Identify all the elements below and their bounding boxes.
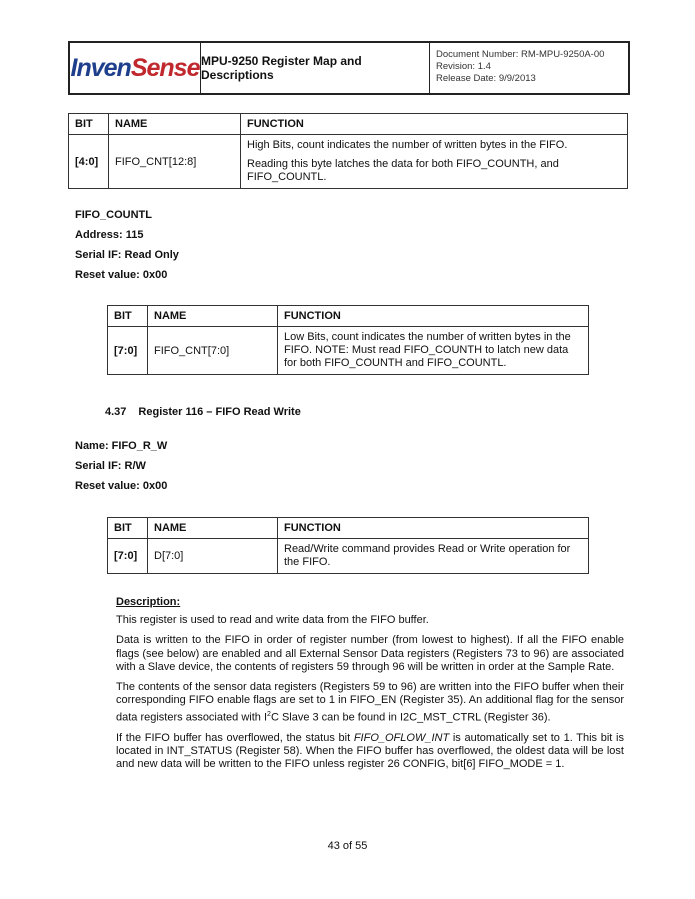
- bit-cell: [7:0]: [108, 539, 148, 574]
- function-text: Low Bits, count indicates the number of written bytes in the FIFO. NOTE: Must read FIFO_COUNTH to latch new data for both FIFO_COUNTH and FIFO_COUNTL.: [284, 331, 571, 369]
- col-name: NAME: [109, 114, 241, 135]
- fifo-counth-table: [68, 113, 628, 189]
- document-meta: [430, 43, 628, 93]
- name-cell: D[7:0]: [148, 539, 278, 574]
- name-cell: FIFO_CNT[12:8]: [109, 135, 241, 189]
- superscript: 2: [267, 710, 271, 718]
- fifo-r-w-table: [107, 517, 589, 574]
- bit-cell: [4:0]: [69, 135, 109, 189]
- register-name: FIFO_COUNTL: [75, 209, 152, 221]
- page-header: [68, 41, 630, 95]
- document-title: MPU-9250 Register Map and Descriptions: [201, 43, 430, 93]
- function-cell: [278, 327, 589, 375]
- description-title: Description:: [116, 596, 181, 608]
- text-span: is automatically set to 1. This bit is located in INT_STATUS (Register 58). When the FIFO buffer has overflowed, the oldest data will be lost and new data will be written to the FIFO unless register 26 CONFIG, bit[6] FIFO_MODE = 1.: [116, 731, 624, 771]
- register-address: Address: 115: [75, 229, 144, 241]
- description-paragraph: [116, 732, 624, 772]
- description-body: [116, 614, 624, 779]
- register-serial-if: Serial IF: Read Only: [75, 249, 179, 261]
- register-name: Name: FIFO_R_W: [75, 440, 168, 452]
- col-function: FUNCTION: [278, 518, 589, 539]
- function-cell: [241, 135, 628, 189]
- col-bit: BIT: [108, 306, 148, 327]
- document-number: Document Number: RM-MPU-9250A-00: [436, 49, 605, 60]
- table-header-row: [108, 518, 589, 539]
- description-paragraph: [116, 681, 624, 725]
- col-bit: BIT: [108, 518, 148, 539]
- invensense-logo: [70, 43, 201, 93]
- col-function: FUNCTION: [241, 114, 628, 135]
- text-span: If the FIFO buffer has overflowed, the status bit: [116, 731, 354, 744]
- col-bit: BIT: [69, 114, 109, 135]
- name-cell: FIFO_CNT[7:0]: [148, 327, 278, 375]
- table-row: [108, 327, 589, 375]
- text-span: The contents of the sensor data registers (Registers 59 to 96) are written into the FIFO buffer when their corresponding FIFO enable flags are set to 1 in FIFO_EN (Register 35). An additional flag for the sensor data registers associated with I: [116, 681, 624, 724]
- col-function: FUNCTION: [278, 306, 589, 327]
- revision: Revision: 1.4: [436, 61, 491, 72]
- page-number: 43 of 55: [327, 840, 368, 852]
- release-date: Release Date: 9/9/2013: [436, 73, 536, 84]
- description-paragraph: This register is used to read and write data from the FIFO buffer.: [116, 614, 429, 626]
- section-number: 4.37: [105, 406, 127, 418]
- table-header-row: [69, 114, 628, 135]
- register-reset-value: Reset value: 0x00: [75, 269, 168, 281]
- description-paragraph: Data is written to the FIFO in order of register number (from lowest to highest). If all the FIFO enable flags (see below) are enabled and all External Sensor Data registers (Registers 73 to 96) are associated with a Slave device, the contents of registers 59 through 96 will be written in order at the Sample Rate.: [116, 634, 624, 673]
- text-span: C Slave 3 can be found in I2C_MST_CTRL (Register 36).: [270, 711, 551, 724]
- table-row: [108, 539, 589, 574]
- register-reset-value: Reset value: 0x00: [75, 480, 168, 492]
- function-text: Read/Write command provides Read or Write operation for the FIFO.: [284, 543, 571, 568]
- logo-sense: Sense: [130, 53, 200, 82]
- italic-term: FIFO_OFLOW_INT: [353, 731, 450, 744]
- section-heading: [105, 406, 301, 418]
- bit-cell: [7:0]: [108, 327, 148, 375]
- fifo-countl-table: [107, 305, 589, 375]
- col-name: NAME: [148, 518, 278, 539]
- function-line: Reading this byte latches the data for both FIFO_COUNTH, and FIFO_COUNTL.: [247, 158, 559, 183]
- col-name: NAME: [148, 306, 278, 327]
- section-title: Register 116 – FIFO Read Write: [138, 406, 301, 418]
- table-header-row: [108, 306, 589, 327]
- function-line: High Bits, count indicates the number of written bytes in the FIFO.: [247, 139, 568, 151]
- logo-inven: Inven: [70, 53, 131, 82]
- table-row: [69, 135, 628, 189]
- register-serial-if: Serial IF: R/W: [75, 460, 146, 472]
- function-cell: [278, 539, 589, 574]
